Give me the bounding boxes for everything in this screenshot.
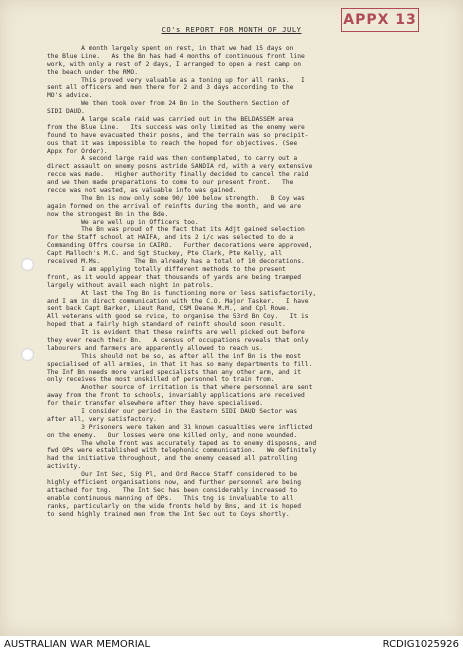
report-line: 3 Prisoners were taken and 31 known casualties were inflicted bbox=[47, 423, 313, 431]
report-line: hoped that a fairly high standard of reinft should soon result. bbox=[47, 321, 286, 329]
report-line: activity. bbox=[47, 463, 82, 471]
report-line: I consider our period in the Eastern SIDI DAUD Sector was bbox=[47, 407, 298, 415]
report-line: they ever reach their Bn. A census of occupations reveals that only bbox=[47, 336, 309, 344]
report-line: work, with only a rest of 2 days, I arranged to open a rest camp on bbox=[47, 60, 302, 68]
report-line: and I am in direct communication with the C.O. Major Tasker. I have bbox=[47, 297, 309, 305]
report-line: Commanding Offrs course in CAIRO. Further decorations were approved, bbox=[47, 242, 313, 250]
report-line: now the strongest Bn in the Bde. bbox=[47, 210, 169, 218]
report-line: on the enemy. Our losses were one killed only, and none wounded. bbox=[47, 431, 298, 439]
report-line: specialised of all armies, in that it has so many departments to fill. bbox=[47, 360, 313, 368]
report-line: Our Int Sec, Sig Pl, and Ord Recce Staff considered to be bbox=[47, 471, 298, 479]
report-line: A second large raid was then contemplated, to carry out a bbox=[47, 155, 298, 163]
report-line: had the initiative throughout, and the enemy ceased all patrolling bbox=[47, 455, 298, 463]
report-line: the beach under the RMO. bbox=[47, 68, 138, 76]
footer-reference-id: RCDIG1025926 bbox=[382, 639, 459, 650]
report-line: found to have evacuated their posns, and the terrain was so precipit- bbox=[47, 131, 309, 139]
report-line: The Inf Bn needs more varied specialists than any other arm, and it bbox=[47, 368, 302, 376]
report-line: from the Blue Line. Its success was only limited as the enemy were bbox=[47, 123, 305, 131]
report-line: Appx for Order). bbox=[47, 147, 108, 155]
report-title: CO's REPORT FOR MONTH OF JULY bbox=[161, 25, 302, 34]
report-line: fwd OPs were established with telephonic communication. We definitely bbox=[47, 447, 317, 455]
report-line: sent all officers and men there for 2 and 3 days according to the bbox=[47, 84, 294, 92]
footer-source: AUSTRALIAN WAR MEMORIAL bbox=[4, 639, 151, 650]
archive-footer bbox=[0, 636, 463, 654]
report-line: The Bn is now only some 90/ 100 below strength. B Coy was bbox=[47, 194, 305, 202]
report-line: A month largely spent on rest, in that we had 15 days on bbox=[47, 45, 294, 52]
punch-hole bbox=[21, 258, 34, 271]
report-line: SIDI DAUD. bbox=[47, 108, 85, 116]
report-line: MO's advice. bbox=[47, 92, 93, 100]
report-line: away from the front to schools, invariably applications are received bbox=[47, 392, 305, 400]
report-line: sent back Capt Barker, Lieut Rand, CSM Deane M.M., and Cpl Rowe. bbox=[47, 305, 290, 313]
report-line: only receives the most unskilled of personnel to train from. bbox=[47, 376, 275, 384]
report-line: largely without avail each night in patrols. bbox=[47, 281, 214, 289]
report-line: I am applying totally different methods to the present bbox=[47, 265, 286, 273]
report-line: attached for tng. The Int Sec has been considerably increased to bbox=[47, 486, 298, 494]
report-line: recce was made. Higher authority finally decided to cancel the raid bbox=[47, 171, 309, 179]
report-line: This should not be so, as after all the inf Bn is the most bbox=[47, 352, 302, 360]
report-line: All veterans with good se rvice, to organise the 53rd Bn Coy. It is bbox=[47, 313, 309, 321]
report-line: We are well up in Officers too. bbox=[47, 218, 199, 226]
report-line: The whole front was accurately taped as to enemy disposns, and bbox=[47, 439, 317, 447]
report-line: enable continuous manning of OPs. This tng is invaluable to all bbox=[47, 494, 294, 502]
report-line: again formed on the arrival of reinfts during the month, and we are bbox=[47, 202, 302, 210]
report-line: This proved very valuable as a toning up for all ranks. I bbox=[47, 76, 305, 84]
report-line: We then took over from 24 Bn in the Southern Section of bbox=[47, 100, 290, 108]
report-line: received M.Ms. The Bn already has a total of 10 decorations. bbox=[47, 258, 305, 266]
report-line: The Bn was proud of the fact that its Adjt gained selection bbox=[47, 226, 305, 234]
report-line: direct assault on enemy posns astride SANDIA rd, with a very extensive bbox=[47, 163, 313, 171]
report-line: for the Staff school at HAIFA, and its 2 i/c was selected to do a bbox=[47, 234, 294, 242]
report-line: At last the Tng Bn is functioning more or less satisfactorily, bbox=[47, 289, 317, 297]
report-line: for their transfer elsewhere after they have specialised. bbox=[47, 400, 264, 408]
report-line: the Blue Line. As the Bn has had 4 months of continuous front line bbox=[47, 52, 305, 60]
report-line: highly efficient organisations now, and further personnel are being bbox=[47, 478, 302, 486]
report-line: It is evident that these reinfts are well picked out before bbox=[47, 329, 305, 337]
report-line: and we then made preparations to come to our present front. The bbox=[47, 179, 294, 187]
report-line: recce was not wasted, as valuable info was gained. bbox=[47, 187, 237, 195]
report-line: labourers and farmers are apparently allowed to reach us. bbox=[47, 344, 264, 352]
punch-hole bbox=[21, 348, 34, 361]
report-line: Another source of irritation is that where personnel are sent bbox=[47, 384, 313, 392]
report-line: after all, very satisfactory. bbox=[47, 415, 157, 423]
report-line: Capt Malloch's M.C. and Sgt Stuckey, Pte Clark, Pte Kelly, all bbox=[47, 250, 283, 258]
report-line: front, as it would appear that thousands of yards are being tramped bbox=[47, 273, 302, 281]
report-line: ous that it was impossible to reach the hoped for objectives. (See bbox=[47, 139, 298, 147]
report-line: ranks, particularly on the wide fronts held by Bns, and it is hoped bbox=[47, 502, 302, 510]
report-line: A large scale raid was carried out in the BELDASSEM area bbox=[47, 116, 294, 124]
report-line: to send highly trained men from the Int Sec out to Coys shortly. bbox=[47, 510, 290, 518]
appendix-stamp: APPX 13 bbox=[341, 8, 419, 32]
report-body bbox=[47, 45, 432, 518]
